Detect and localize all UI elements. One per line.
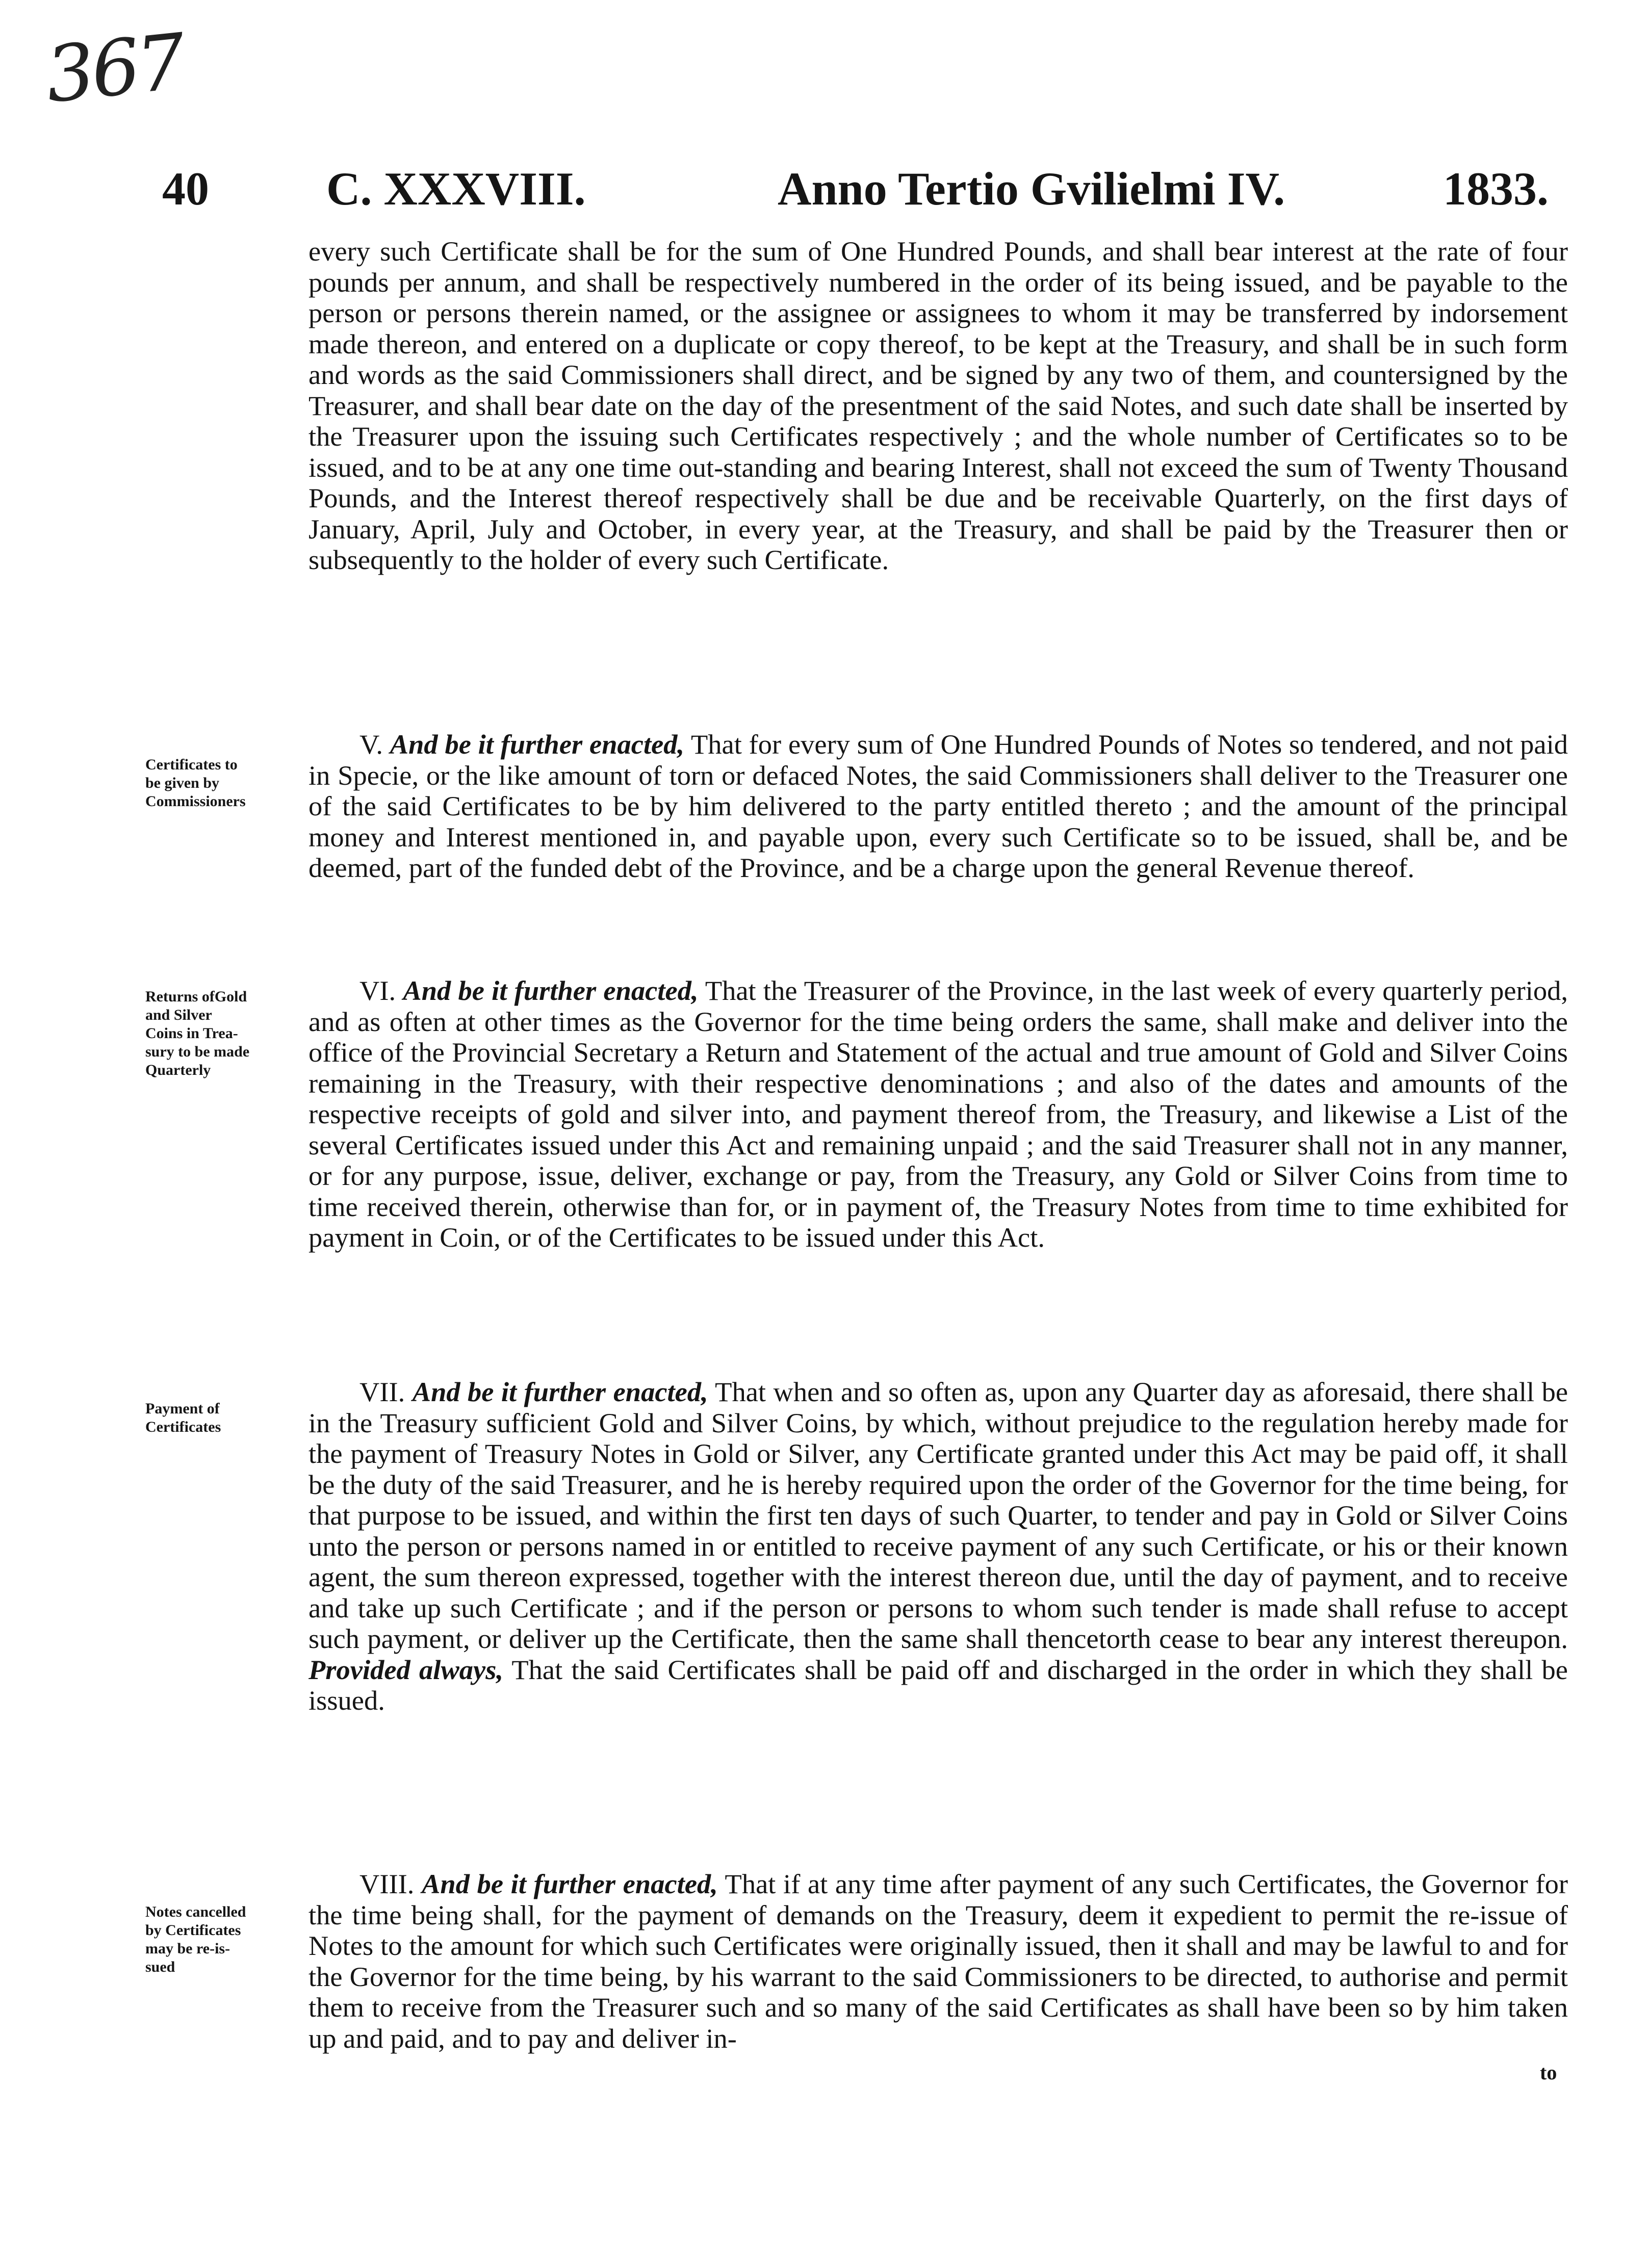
margin-note-line: Quarterly <box>145 1062 211 1078</box>
section-vi <box>308 975 1568 1253</box>
section-number: VI. <box>359 975 396 1006</box>
margin-note-line: Returns ofGold <box>145 988 247 1005</box>
margin-note-line: Commissioners <box>145 793 246 810</box>
chapter-heading: C. XXXVIII. <box>326 163 586 215</box>
section-viii-paragraph <box>308 1869 1568 2054</box>
enacting-clause: And be it further enacted, <box>403 975 699 1006</box>
enacting-clause: And be it further enacted, <box>390 729 685 760</box>
folio-number: 367 <box>41 17 187 120</box>
margin-note-certificates <box>145 756 298 811</box>
margin-note-payment <box>145 1400 298 1436</box>
section-number: VIII. <box>359 1868 415 1899</box>
reign-heading: Anno Tertio Gvilielmi IV. <box>778 163 1285 215</box>
proviso-text: That the said Certificates shall be paid off and discharged in the order in which they shall be issued. <box>308 1654 1568 1716</box>
section-v <box>308 729 1568 884</box>
margin-note-line: sued <box>145 1958 175 1975</box>
section-text: That for every sum of One Hundred Pounds of Notes so tendered, and not paid in Specie, or the like amount of torn or defaced Notes, the said Commissioners shall deliver to the Treasurer one of the said Certificates to be by him delivered to the party entitled thereto ; and the amount of the principal money and Interest mentioned in, and payable upon, every such Certificate so to be issued, shall be, and be deemed, part of the funded debt of the Province, and be a charge upon the general Revenue thereof. <box>308 729 1568 883</box>
catchword: to <box>1540 2061 1557 2084</box>
margin-note-line: Coins in Trea- <box>145 1025 238 1042</box>
margin-note-line: may be re-is- <box>145 1940 230 1957</box>
page-number: 40 <box>162 163 209 215</box>
enacting-clause: And be it further enacted, <box>412 1376 708 1407</box>
margin-note-line: Certificates to <box>145 756 238 773</box>
paragraph-continuation <box>308 236 1568 576</box>
margin-note-line: Notes cancelled <box>145 1903 246 1920</box>
year-heading: 1833. <box>1443 163 1549 215</box>
section-vii <box>308 1377 1568 1716</box>
proviso-clause: Provided always, <box>308 1654 504 1685</box>
margin-note-line: sury to be made <box>145 1043 250 1060</box>
section-text: That if at any time after payment of any such Certificates, the Governor for the time being shall, for the payment of demands on the Treasury, deem it expedient to permit the re-issue of Notes to the amount for which such Certificates were originally issued, then it shall and may be lawful to and for the Governor for the time being, by his warrant to the said Commissioners to be directed, to authorise and permit them to receive from the Treasurer such and so many of the said Certificates as shall have been so by him taken up and paid, and to pay and deliver in- <box>308 1868 1568 2054</box>
enacting-clause: And be it further enacted, <box>422 1868 718 1899</box>
margin-note-line: Certificates <box>145 1419 221 1435</box>
section-vi-paragraph <box>308 975 1568 1253</box>
section-vii-paragraph <box>308 1377 1568 1716</box>
paragraph-text: every such Certificate shall be for the sum of One Hundred Pounds, and shall bear interest at the rate of four pounds per annum, and shall be respectively numbered in the order of its being issued, and be payable to the person or persons therein named, or the assignee or assignees to whom it may be transferred by indorsement made thereon, and entered on a duplicate or copy thereof, to be kept at the Treasury, and shall be in such form and words as the said Commissioners shall direct, and be signed by any two of them, and countersigned by the Treasurer, and shall bear date on the day of the presentment of the said Notes, and such date shall be inserted by the Treasurer upon the issuing such Certificates respectively ; and the whole number of Certificates so to be issued, and to be at any one time out-standing and bearing Interest, shall not exceed the sum of Twenty Thousand Pounds, and the Interest thereof respectively shall be due and be receivable Quarterly, on the first days of January, April, July and October, in every year, at the Treasury, and shall be paid by the Treasurer then or subsequently to the holder of every such Certificate. <box>308 236 1568 575</box>
margin-note-returns <box>145 988 298 1079</box>
margin-note-notes-cancelled <box>145 1903 298 1976</box>
margin-note-line: by Certificates <box>145 1922 241 1939</box>
section-number: VII. <box>359 1376 405 1407</box>
section-text: That when and so often as, upon any Quarter day as aforesaid, there shall be in the Treasury sufficient Gold and Silver Coins, by which, without prejudice to the regulation hereby made for the payment of Treasury Notes in Gold or Silver, any Certificate granted under this Act may be paid off, it shall be the duty of the said Treasurer, and he is hereby required upon the order of the Governor for the time being, for that purpose to be issued, and within the first ten days of such Quarter, to tender and pay in Gold or Silver Coins unto the person or persons named in or entitled to receive payment of any such Certificate, or his or their known agent, the sum thereon expressed, together with the interest thereon due, until the day of payment, and to receive and take up such Certificate ; and if the person or persons to whom such tender is made shall refuse to accept such payment, or deliver up the Certificate, then the same shall thencetorth cease to bear any interest thereupon. <box>308 1376 1568 1654</box>
margin-note-line: be given by <box>145 775 220 791</box>
section-v-paragraph <box>308 729 1568 884</box>
section-viii <box>308 1869 1568 2054</box>
margin-note-line: and Silver <box>145 1007 212 1023</box>
margin-note-line: Payment of <box>145 1400 220 1417</box>
section-text: That the Treasurer of the Province, in the last week of every quarterly period, and as often at other times as the Governor for the time being orders the same, shall make and deliver into the office of the Provincial Secretary a Return and Statement of the actual and true amount of Gold and Silver Coins remaining in the Treasury, with their respective denominations ; and also of the dates and amounts of the respective receipts of gold and silver into, and payment thereof from, the Treasury, and likewise a List of the several Certificates issued under this Act and remaining unpaid ; and the said Treasurer shall not in any manner, or for any purpose, issue, deliver, exchange or pay, from the Treasury, any Gold or Silver Coins from time to time received therein, otherwise than for, or in payment of, the Treasury Notes from time to time exhibited for payment in Coin, or of the Certificates to be issued under this Act. <box>308 975 1568 1253</box>
section-number: V. <box>359 729 383 760</box>
